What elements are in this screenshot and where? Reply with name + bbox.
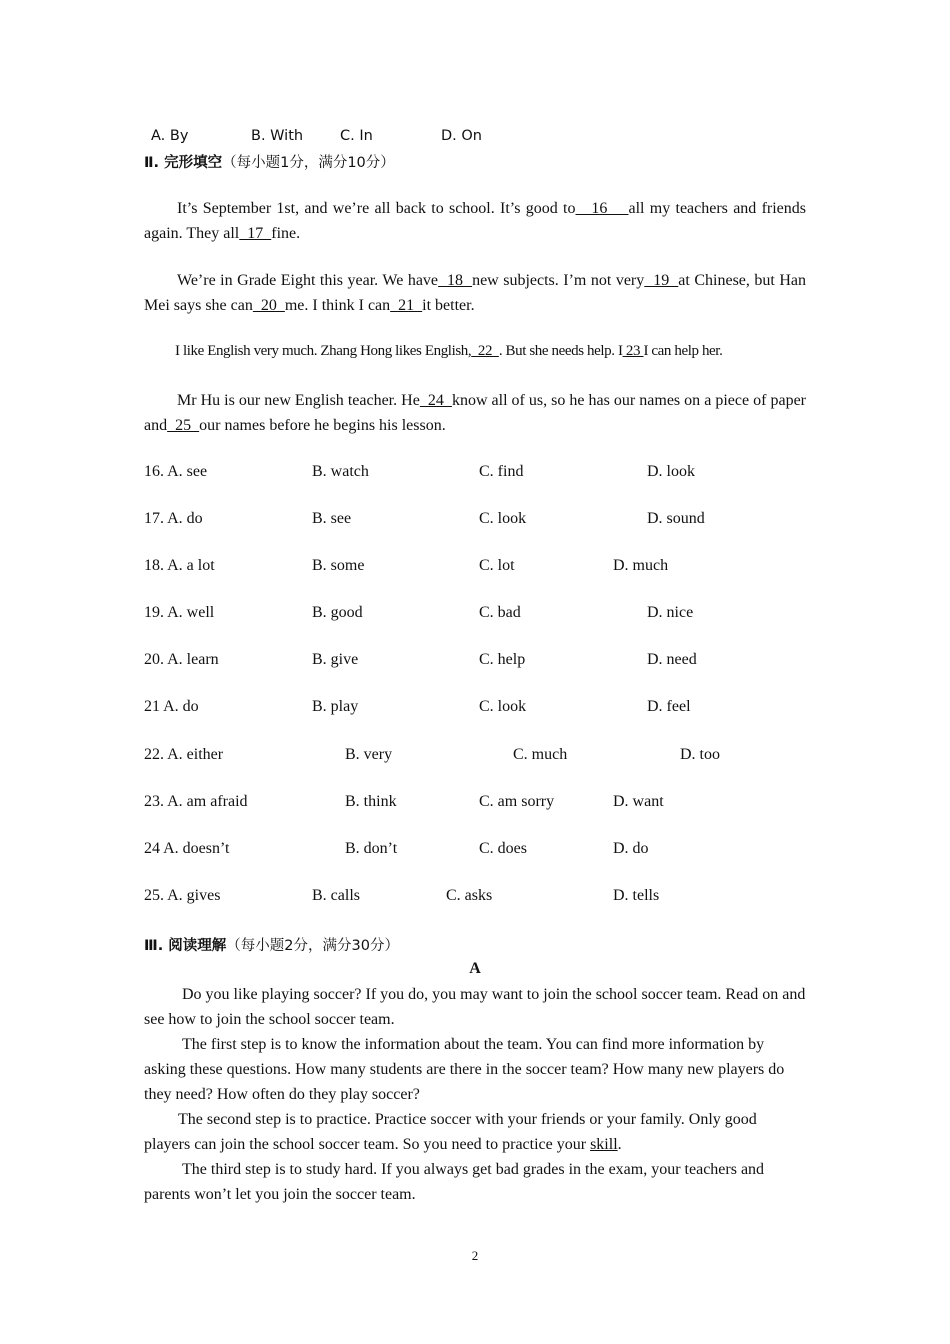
question-option: C. am sorry: [479, 793, 555, 810]
question-option: D. much: [613, 557, 669, 574]
question-option: B. watch: [312, 463, 369, 480]
question-option: C. much: [513, 746, 568, 763]
blank-25: 25: [167, 417, 200, 434]
section-3-title: Ⅲ. 阅读理解: [144, 938, 227, 954]
reading-passage: [144, 982, 806, 1207]
option-a: A. By: [151, 128, 189, 144]
cloze-paragraph-4: [144, 388, 806, 438]
cloze-paragraph-1: [144, 196, 806, 246]
question-row: [144, 463, 844, 485]
question-option: B. some: [312, 557, 365, 574]
paragraph-text: The third step is to study hard. If you always get bad grades in the exam, your teachers and parents won’t let you join the soccer team.: [144, 1161, 765, 1203]
question-option: B. don’t: [345, 840, 398, 857]
section-3-score-note: （每小题2分，满分30分）: [226, 938, 399, 954]
question-option: 17. A. do: [144, 510, 203, 527]
option-b: B. With: [251, 128, 304, 144]
cloze-text: at Chinese, but Han Mei says she can: [144, 272, 807, 314]
section-2-title: Ⅱ. 完形填空: [144, 155, 223, 171]
question-option: 19. A. well: [144, 604, 215, 621]
cloze-text: new subjects. I’m not very: [472, 272, 645, 289]
question-row: [144, 793, 844, 815]
blank-21: 21: [390, 297, 423, 314]
cloze-text: . But she needs help. I: [498, 343, 623, 359]
question-row: [144, 746, 844, 768]
question-option: 21 A. do: [144, 698, 199, 715]
question-row: [144, 698, 844, 720]
question-option: 24 A. doesn’t: [144, 840, 230, 857]
question-option: D. too: [680, 746, 720, 763]
blank-22: 22: [471, 343, 499, 359]
section-3-heading: [144, 934, 399, 955]
paragraph-text: The first step is to know the information about the team. You can find more information by asking these questions. How many students are there in the soccer team? How many new players do they need? How often do they play soccer?: [144, 1036, 785, 1103]
cloze-paragraph-3: [175, 343, 722, 360]
section-2-heading: [144, 151, 395, 172]
question-option: B. calls: [312, 887, 360, 904]
cloze-text: Mr Hu is our new English teacher. He: [177, 392, 420, 409]
passage-title: A: [469, 960, 481, 977]
blank-20: 20: [252, 297, 285, 314]
passage-paragraph: [144, 1157, 806, 1207]
question-option: D. tells: [613, 887, 660, 904]
question-row: [144, 840, 844, 862]
question-option: D. sound: [647, 510, 705, 527]
blank-17: 17: [239, 225, 272, 242]
cloze-text: We’re in Grade Eight this year. We have: [177, 272, 439, 289]
question-option: C. does: [479, 840, 527, 857]
question-option: 18. A. a lot: [144, 557, 215, 574]
question-option: B. give: [312, 651, 359, 668]
question-option: B. good: [312, 604, 363, 621]
option-c: C. In: [340, 128, 373, 144]
blank-16: 16: [575, 200, 629, 217]
question-option: D. need: [647, 651, 697, 668]
blank-23: 23: [622, 343, 644, 359]
question-row: [144, 510, 844, 532]
blank-18: 18: [438, 272, 473, 289]
paragraph-text: Do you like playing soccer? If you do, you may want to join the school soccer team. Read on and see how to join the school soccer team.: [144, 986, 806, 1028]
cloze-text: fine.: [271, 225, 301, 242]
paragraph-text: .: [617, 1136, 622, 1153]
question-row: [144, 651, 844, 673]
question-row: [144, 604, 844, 626]
question-option: C. look: [479, 510, 527, 527]
question-option: 23. A. am afraid: [144, 793, 248, 810]
question-option: C. look: [479, 698, 527, 715]
question-option: C. help: [479, 651, 526, 668]
underlined-word: skill: [590, 1136, 618, 1153]
cloze-text: it better.: [422, 297, 475, 314]
cloze-text: our names before he begins his lesson.: [199, 417, 446, 434]
cloze-text: me. I think I can: [284, 297, 391, 314]
question-option: B. think: [345, 793, 397, 810]
cloze-paragraph-2: [144, 268, 806, 318]
paragraph-text: The second step is to practice. Practice soccer with your friends or your family. Only good players can join the school soccer team. So you need to practice your: [144, 1111, 757, 1153]
passage-paragraph: [144, 982, 806, 1032]
question-option: D. nice: [647, 604, 694, 621]
question-option: 16. A. see: [144, 463, 208, 480]
cloze-text: all my teachers and friends again. They all: [144, 200, 807, 242]
section-2-score-note: （每小题1分，满分10分）: [222, 155, 395, 171]
question-row: [144, 887, 844, 909]
cloze-text: know all of us, so he has our names on a piece of paper and: [144, 392, 807, 434]
question-option: 22. A. either: [144, 746, 224, 763]
passage-paragraph: [144, 1107, 806, 1157]
question-option: C. lot: [479, 557, 515, 574]
blank-24: 24: [419, 392, 452, 409]
question-option: 25. A. gives: [144, 887, 221, 904]
question-option: C. asks: [446, 887, 493, 904]
question-option: C. bad: [479, 604, 521, 621]
question-option: D. feel: [647, 698, 691, 715]
passage-paragraph: [144, 1032, 806, 1107]
page-number: 2: [471, 1248, 479, 1263]
cloze-text: It’s September 1st, and we’re all back to school. It’s good to: [177, 200, 576, 217]
cloze-text: I can help her.: [643, 343, 723, 359]
question-option: C. find: [479, 463, 524, 480]
question-option: B. play: [312, 698, 359, 715]
cloze-text: I like English very much. Zhang Hong likes English,: [175, 343, 472, 359]
question-option: B. see: [312, 510, 352, 527]
question-option: D. look: [647, 463, 695, 480]
question-option: D. do: [613, 840, 649, 857]
question-option: 20. A. learn: [144, 651, 219, 668]
question-option: D. want: [613, 793, 664, 810]
question-row: [144, 557, 844, 579]
question-option: B. very: [345, 746, 393, 763]
blank-19: 19: [644, 272, 679, 289]
option-d: D. On: [441, 128, 482, 144]
